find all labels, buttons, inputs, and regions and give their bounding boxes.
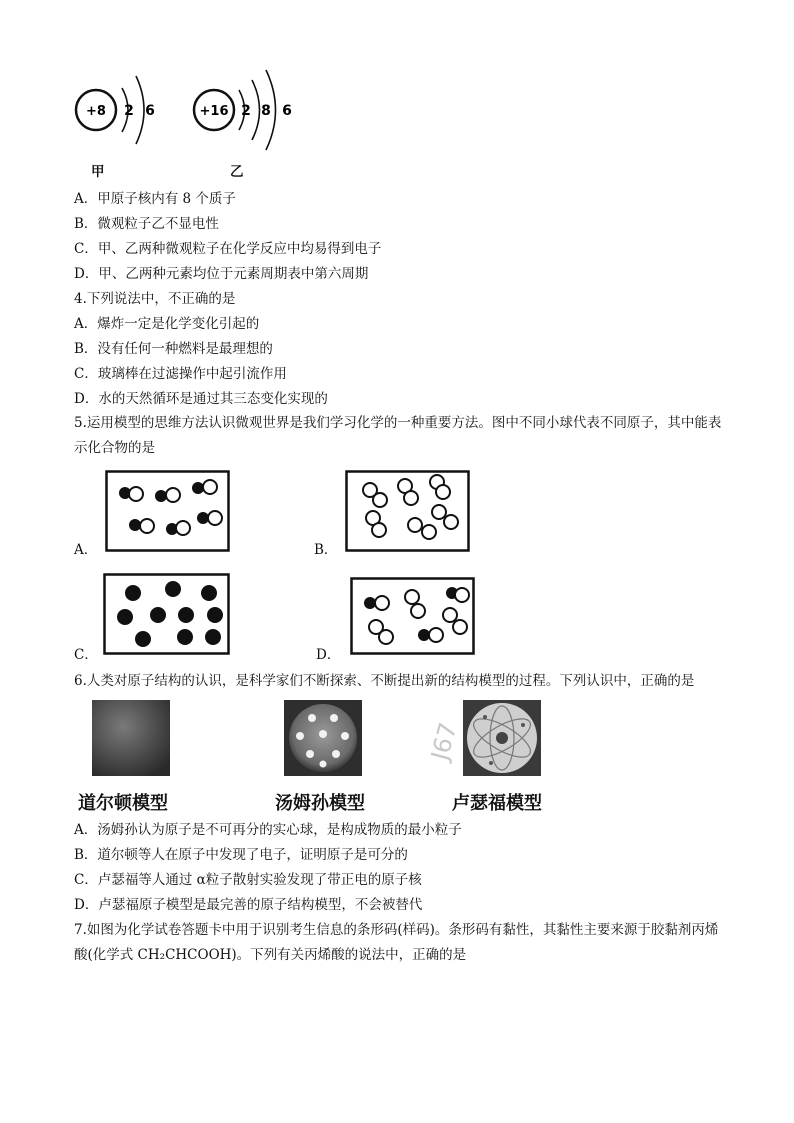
shell-electron-count: 2 bbox=[124, 103, 134, 119]
dalton-model-image bbox=[92, 700, 170, 776]
q5-label-d: D． bbox=[316, 647, 341, 663]
q5-model-d bbox=[350, 577, 475, 655]
q4-stem: 4.下列说法中，不正确的是 bbox=[74, 291, 236, 307]
q3-option-a: A．甲原子核内有 8 个质子 bbox=[74, 191, 236, 207]
q5-model-c bbox=[103, 573, 230, 655]
atom-structure-diagrams bbox=[70, 60, 310, 165]
shell-electron-count: 8 bbox=[261, 103, 271, 119]
q6-option-d: D．卢瑟福原子模型是最完善的原子结构模型，不会被替代 bbox=[74, 897, 423, 913]
nucleus-charge: +8 bbox=[86, 104, 106, 119]
rutherford-model-caption: 卢瑟福模型 bbox=[452, 793, 542, 814]
q5-stem: 5.运用模型的思维方法认识微观世界是我们学习化学的一种重要方法。图中不同小球代表不同原子，其中能表示化合物的是 bbox=[74, 415, 722, 456]
shell-electron-count: 6 bbox=[282, 103, 292, 119]
q3-option-c: C．甲、乙两种微观粒子在化学反应中均易得到电子 bbox=[74, 241, 382, 257]
q4-option-b: B．没有任何一种燃料是最理想的 bbox=[74, 341, 273, 357]
thomson-model-caption: 汤姆孙模型 bbox=[275, 793, 365, 814]
q7-stem: 7.如图为化学试卷答题卡中用于识别考生信息的条形码(样码)。条形码有黏性，其黏性主要来源于胶黏剂丙烯酸(化学式 CH₂CHCOOH)。下列有关丙烯酸的说法中，正确的是 bbox=[74, 922, 719, 963]
atom-diagram-yi bbox=[194, 70, 292, 150]
shell-arc bbox=[252, 80, 260, 140]
q6-option-a: A．汤姆孙认为原子是不可再分的实心球，是构成物质的最小粒子 bbox=[74, 822, 462, 838]
q5-model-b bbox=[345, 470, 470, 552]
q5-model-a bbox=[105, 470, 230, 552]
watermark-scribble: J67 bbox=[425, 719, 463, 764]
q4-option-c: C．玻璃棒在过滤操作中起引流作用 bbox=[74, 366, 287, 382]
q4-option-a: A．爆炸一定是化学变化引起的 bbox=[74, 316, 260, 332]
q6-stem: 6.人类对原子结构的认识，是科学家们不断探索、不断提出新的结构模型的过程。下列认识中，正确的是 bbox=[74, 673, 695, 689]
dalton-model-caption: 道尔顿模型 bbox=[78, 793, 168, 814]
shell-electron-count: 6 bbox=[145, 103, 155, 119]
q3-option-b: B．微观粒子乙不显电性 bbox=[74, 216, 219, 232]
q5-label-a: A． bbox=[74, 542, 98, 558]
q5-label-c: C． bbox=[74, 647, 98, 663]
thomson-model-image bbox=[284, 700, 362, 776]
atom-label-yi: 乙 bbox=[230, 164, 244, 180]
atom-diagram-jia bbox=[76, 76, 155, 144]
q5-label-b: B． bbox=[314, 542, 338, 558]
shell-arc bbox=[136, 76, 144, 144]
q3-option-d: D．甲、乙两种元素均位于元素周期表中第六周期 bbox=[74, 266, 369, 282]
atom-label-jia: 甲 bbox=[91, 164, 105, 180]
shell-electron-count: 2 bbox=[241, 103, 251, 119]
q6-option-b: B．道尔顿等人在原子中发现了电子，证明原子是可分的 bbox=[74, 847, 408, 863]
q4-option-d: D．水的天然循环是通过其三态变化实现的 bbox=[74, 391, 328, 407]
rutherford-model-image bbox=[425, 695, 545, 779]
q6-option-c: C．卢瑟福等人通过 α粒子散射实验发现了带正电的原子核 bbox=[74, 872, 422, 888]
nucleus-charge: +16 bbox=[199, 104, 229, 119]
